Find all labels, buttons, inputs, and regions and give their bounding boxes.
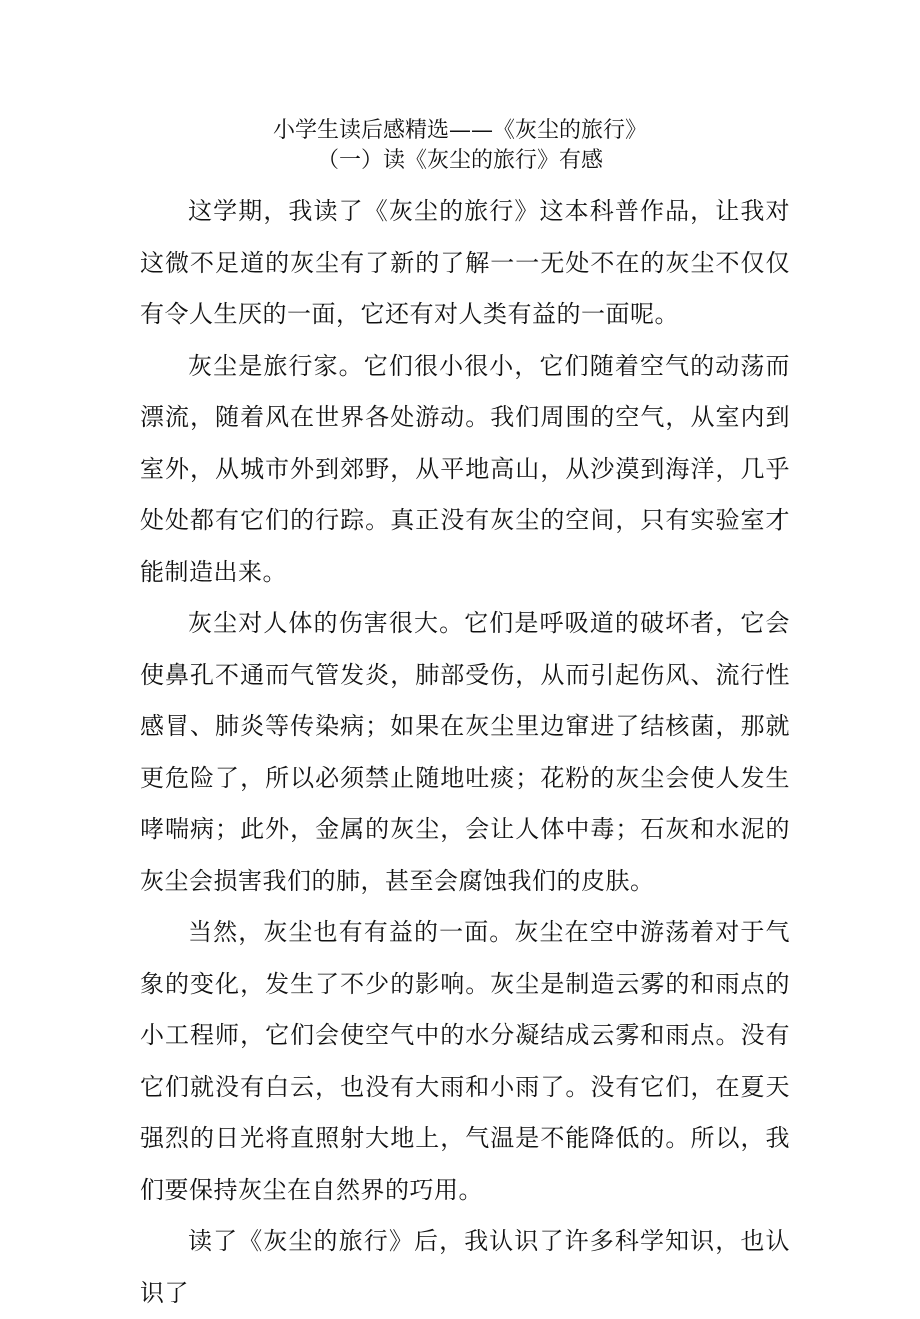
paragraph-1: 这学期，我读了《灰尘的旅行》这本科普作品，让我对这微不足道的灰尘有了新的了解一一无处不在的灰尘不仅仅有令人生厌的一面，它还有对人类有益的一面呢。 <box>140 197 790 328</box>
document-title: 小学生读后感精选——《灰尘的旅行》 <box>272 118 647 143</box>
paragraph-5: 读了《灰尘的旅行》后，我认识了许多科学知识，也认识了 <box>140 1227 790 1307</box>
paragraph-3: 灰尘对人体的伤害很大。它们是呼吸道的破坏者，它会使鼻孔不通而气管发炎，肺部受伤，从而引起伤风、流行性感冒、肺炎等传染病；如果在灰尘里边窜进了结核菌，那就更危险了，所以必须禁止随地吐痰；花粉的灰尘会使人发生哮喘病；此外，金属的灰尘，会让人体中毒；石灰和水泥的灰尘会损害我们的肺，甚至会腐蚀我们的皮肤。 <box>140 609 790 895</box>
document-subtitle: （一）读《灰尘的旅行》有感 <box>316 148 603 173</box>
paragraph-2: 灰尘是旅行家。它们很小很小，它们随着空气的动荡而漂流，随着风在世界各处游动。我们周围的空气，从室内到室外，从城市外到郊野，从平地高山，从沙漠到海洋，几乎处处都有它们的行踪。真正没有灰尘的空间，只有实验室才能制造出来。 <box>140 351 790 586</box>
paragraph-4: 当然，灰尘也有有益的一面。灰尘在空中游荡着对于气象的变化，发生了不少的影响。灰尘是制造云雾的和雨点的小工程师，它们会使空气中的水分凝结成云雾和雨点。没有它们就没有白云，也没有大雨和小雨了。没有它们，在夏天强烈的日光将直照射大地上，气温是不能降低的。所以，我们要保持灰尘在自然界的巧用。 <box>140 918 790 1204</box>
document-body <box>140 186 790 1319</box>
